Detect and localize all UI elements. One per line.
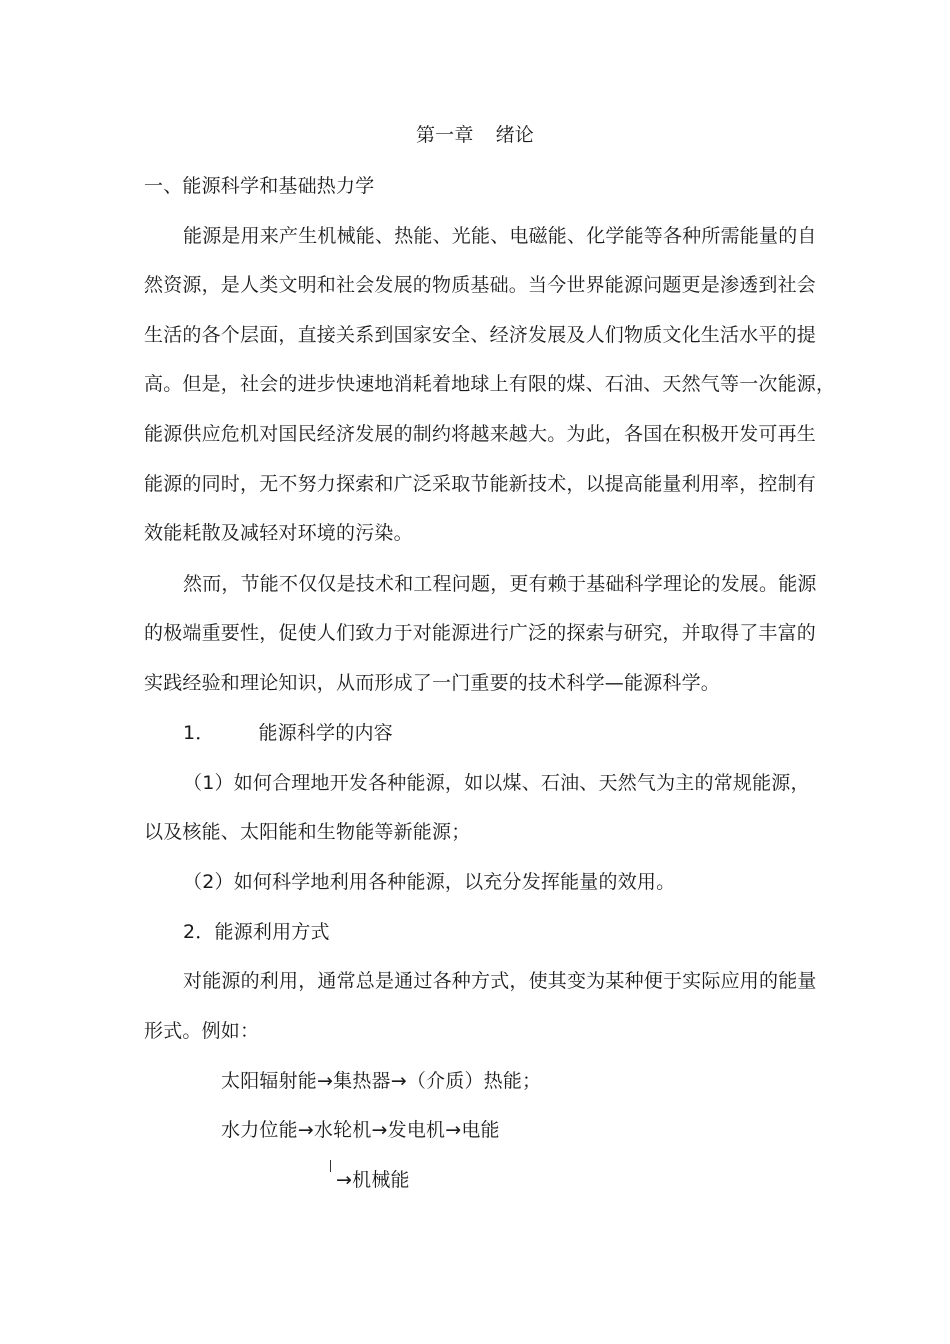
para1-line: 能源供应危机对国民经济发展的制约将越来越大。为此，各国在积极开发可再生 — [144, 423, 817, 445]
para3-line: 形式。例如： — [144, 1020, 260, 1042]
para2-line: 实践经验和理论知识，从而形成了一门重要的技术科学—能源科学。 — [144, 672, 721, 694]
item1-sub1-line: （1）如何合理地开发各种能源，如以煤、石油、天然气为主的常规能源， — [183, 772, 810, 794]
item1-title: 能源科学的内容 — [258, 722, 393, 744]
item1-sub1-line: 以及核能、太阳能和生物能等新能源； — [144, 821, 471, 843]
para3-line: 对能源的利用，通常总是通过各种方式，使其变为某种便于实际应用的能量 — [183, 970, 817, 992]
chapter-number: 第一章 — [415, 124, 474, 146]
example-solar: 太阳辐射能→集热器→（介质）热能； — [221, 1070, 542, 1092]
para2-line: 然而，节能不仅仅是技术和工程问题，更有赖于基础科学理论的发展。能源 — [183, 573, 817, 595]
branch-line — [330, 1160, 331, 1172]
chapter-name: 绪论 — [495, 124, 534, 146]
para1-line: 高。但是，社会的进步快速地消耗着地球上有限的煤、石油、天然气等一次能源， — [144, 373, 836, 395]
example-hydro: 水力位能→水轮机→发电机→电能 — [221, 1119, 500, 1141]
item1-number: 1． — [183, 722, 215, 744]
chapter-title — [0, 123, 950, 147]
para1-line: 能源的同时，无不努力探索和广泛采取节能新技术，以提高能量利用率，控制有 — [144, 473, 817, 495]
section-heading: 一、能源科学和基础热力学 — [144, 175, 375, 197]
item2-heading: 2．能源利用方式 — [183, 921, 330, 943]
para1-line: 生活的各个层面，直接关系到国家安全、经济发展及人们物质文化生活水平的提 — [144, 324, 817, 346]
para1-line: 然资源，是人类文明和社会发展的物质基础。当今世界能源问题更是渗透到社会 — [144, 274, 817, 296]
item1-sub2: （2）如何科学地利用各种能源，以充分发挥能量的效用。 — [183, 871, 676, 893]
example-mechanical: →机械能 — [336, 1169, 410, 1191]
para1-line: 效能耗散及减轻对环境的污染。 — [144, 522, 413, 544]
para2-line: 的极端重要性，促使人们致力于对能源进行广泛的探索与研究，并取得了丰富的 — [144, 622, 817, 644]
para1-line: 能源是用来产生机械能、热能、光能、电磁能、化学能等各种所需能量的自 — [183, 225, 817, 247]
item1-heading — [183, 721, 393, 745]
